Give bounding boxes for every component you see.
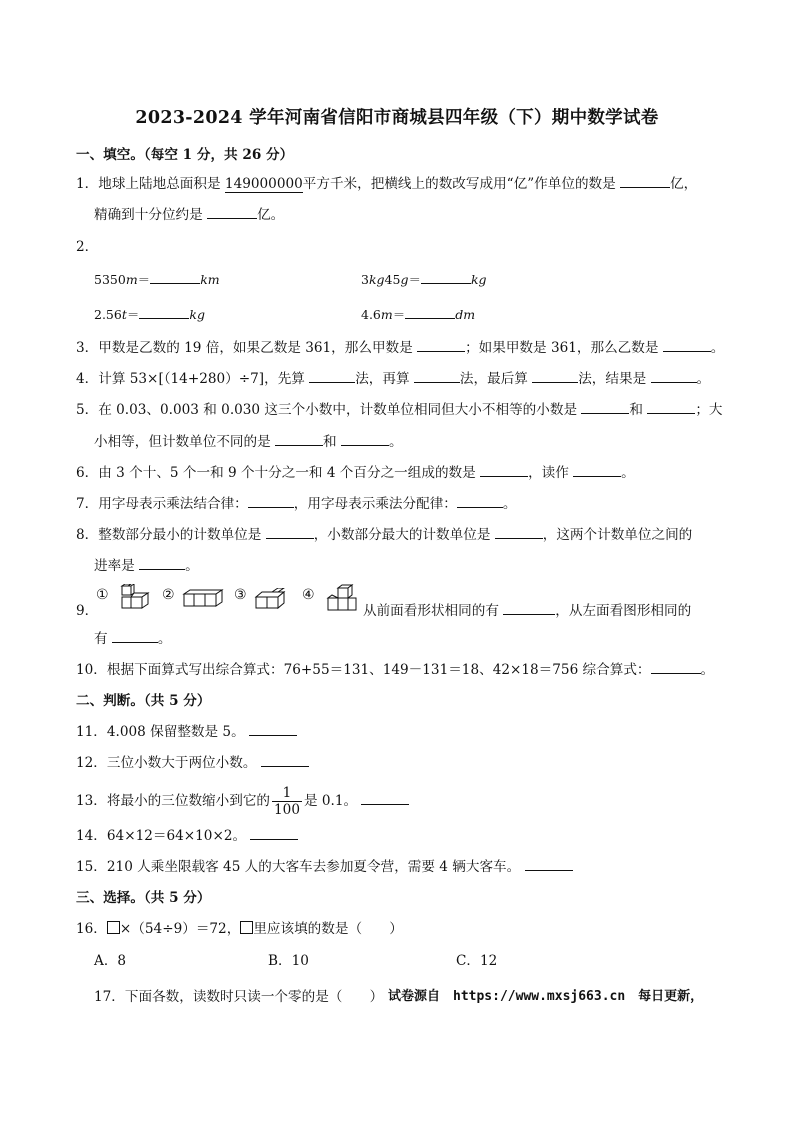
answer-blank[interactable] [139, 556, 185, 570]
question-10: 10．根据下面算式写出综合算式：76+55＝131、149－131＝18、42×18＝756 综合算式： 。 [76, 662, 715, 678]
conversion-c: 2.56t＝ kg [94, 307, 205, 322]
question-9: 9． [76, 603, 99, 619]
answer-blank[interactable] [525, 857, 573, 871]
fraction: $\frac{1}{100}$ [274, 785, 300, 818]
answer-blank[interactable] [620, 174, 670, 188]
answer-blank[interactable] [581, 400, 629, 414]
answer-blank[interactable] [249, 722, 297, 736]
answer-blank[interactable] [341, 432, 389, 446]
answer-blank[interactable] [309, 369, 355, 383]
option-a[interactable]: A．8 [94, 953, 127, 969]
answer-blank[interactable] [139, 305, 189, 319]
option-c[interactable]: C．12 [456, 953, 498, 969]
question-2-label: 2． [76, 239, 99, 255]
cube-figure-1-icon [118, 584, 154, 612]
question-1: 1．地球上陆地总面积是 149000000平方千米，把横线上的数改写成用“亿”作单位的数是 亿， [76, 176, 698, 192]
question-6: 6．由 3 个十、5 个一和 9 个十分之一和 4 个百分之一组成的数是 ，读作 。 [76, 465, 635, 481]
question-5-line-2: 小相等，但计数单位不同的是 和 。 [94, 434, 403, 450]
page-title: 2023-2024 学年河南省信阳市商城县四年级（下）期中数学试卷 [135, 108, 659, 128]
answer-blank[interactable] [417, 338, 465, 352]
answer-blank[interactable] [207, 205, 257, 219]
conversion-b: 3kg45g＝ kg [361, 272, 487, 287]
question-17: 17．下面各数，读数时只读一个零的是（ ） [94, 989, 384, 1005]
answer-blank[interactable] [150, 270, 200, 284]
answer-blank[interactable] [248, 494, 294, 508]
answer-blank[interactable] [421, 270, 471, 284]
figure-label-3: ③ [234, 587, 247, 603]
answer-blank[interactable] [663, 338, 711, 352]
question-9-text: 从前面看形状相同的有 ，从左面看图形相同的 [363, 603, 692, 619]
answer-blank[interactable] [112, 629, 158, 643]
answer-blank[interactable] [503, 601, 555, 615]
question-3: 3．甲数是乙数的 19 倍，如果乙数是 361，那么甲数是 ；如果甲数是 361，那么乙数是 。 [76, 340, 725, 356]
answer-blank[interactable] [647, 400, 695, 414]
question-7: 7．用字母表示乘法结合律： ，用字母表示乘法分配律： 。 [76, 496, 517, 512]
answer-blank[interactable] [250, 826, 298, 840]
question-1-line-2: 精确到十分位约是 亿。 [94, 207, 285, 223]
question-12: 12．三位小数大于两位小数。 [76, 753, 309, 773]
answer-blank[interactable] [651, 369, 697, 383]
question-8-line-2: 进率是 。 [94, 558, 199, 574]
answer-blank[interactable] [266, 525, 314, 539]
section-heading-judgment: 二、判断。（共 5 分） [76, 693, 211, 709]
answer-blank[interactable] [261, 753, 309, 767]
conversion-d: 4.6m＝ dm [361, 307, 476, 322]
figure-label-1: ① [96, 587, 109, 603]
section-heading-fill-in: 一、填空。（每空 1 分，共 26 分） [76, 147, 294, 163]
underlined-number: 149000000 [224, 176, 303, 192]
question-13: 13．将最小的三位数缩小到它的 $\frac{1}{100}$ 是 0.1。 [76, 784, 409, 818]
answer-blank[interactable] [361, 791, 409, 805]
question-9-line-2: 有 。 [94, 631, 172, 647]
answer-blank[interactable] [573, 463, 621, 477]
question-16: 16． ×（54÷9）＝72， 里应该填的数是（ ） [76, 921, 403, 937]
answer-blank[interactable] [532, 369, 578, 383]
question-15: 15．210 人乘坐限载客 45 人的大客车去参加夏令营，需要 4 辆大客车。 [76, 857, 573, 877]
cube-figure-4-icon [326, 584, 360, 614]
question-14: 14．64×12＝64×10×2。 [76, 826, 298, 846]
answer-blank[interactable] [457, 494, 503, 508]
figure-label-2: ② [162, 587, 175, 603]
option-b[interactable]: B．10 [268, 953, 309, 969]
answer-blank[interactable] [414, 369, 460, 383]
source-footer: 试卷源自 https://www.mxsj663.cn 每日更新， [388, 989, 704, 1004]
question-11: 11．4.008 保留整数是 5。 [76, 722, 297, 742]
empty-box-icon [107, 921, 120, 934]
answer-blank[interactable] [275, 432, 323, 446]
cube-figures-row [96, 584, 366, 614]
cube-figure-3-icon [254, 588, 290, 612]
question-8: 8．整数部分最小的计数单位是 ，小数部分最大的计数单位是 ，这两个计数单位之间的 [76, 527, 693, 543]
cube-figure-2-icon [182, 588, 226, 608]
answer-blank[interactable] [480, 463, 528, 477]
question-4: 4．计算 53×[（14+280）÷7]，先算 法，再算 法，最后算 法，结果是 。 [76, 371, 711, 387]
answer-blank[interactable] [651, 660, 701, 674]
figure-label-4: ④ [302, 587, 315, 603]
answer-blank[interactable] [495, 525, 543, 539]
answer-blank[interactable] [405, 305, 455, 319]
empty-box-icon [240, 921, 253, 934]
section-heading-choice: 三、选择。（共 5 分） [76, 890, 211, 906]
question-5: 5．在 0.03、0.003 和 0.030 这三个小数中，计数单位相同但大小不相等的小数是 和 ；大 [76, 402, 723, 418]
conversion-a: 5350m＝ km [94, 272, 220, 287]
